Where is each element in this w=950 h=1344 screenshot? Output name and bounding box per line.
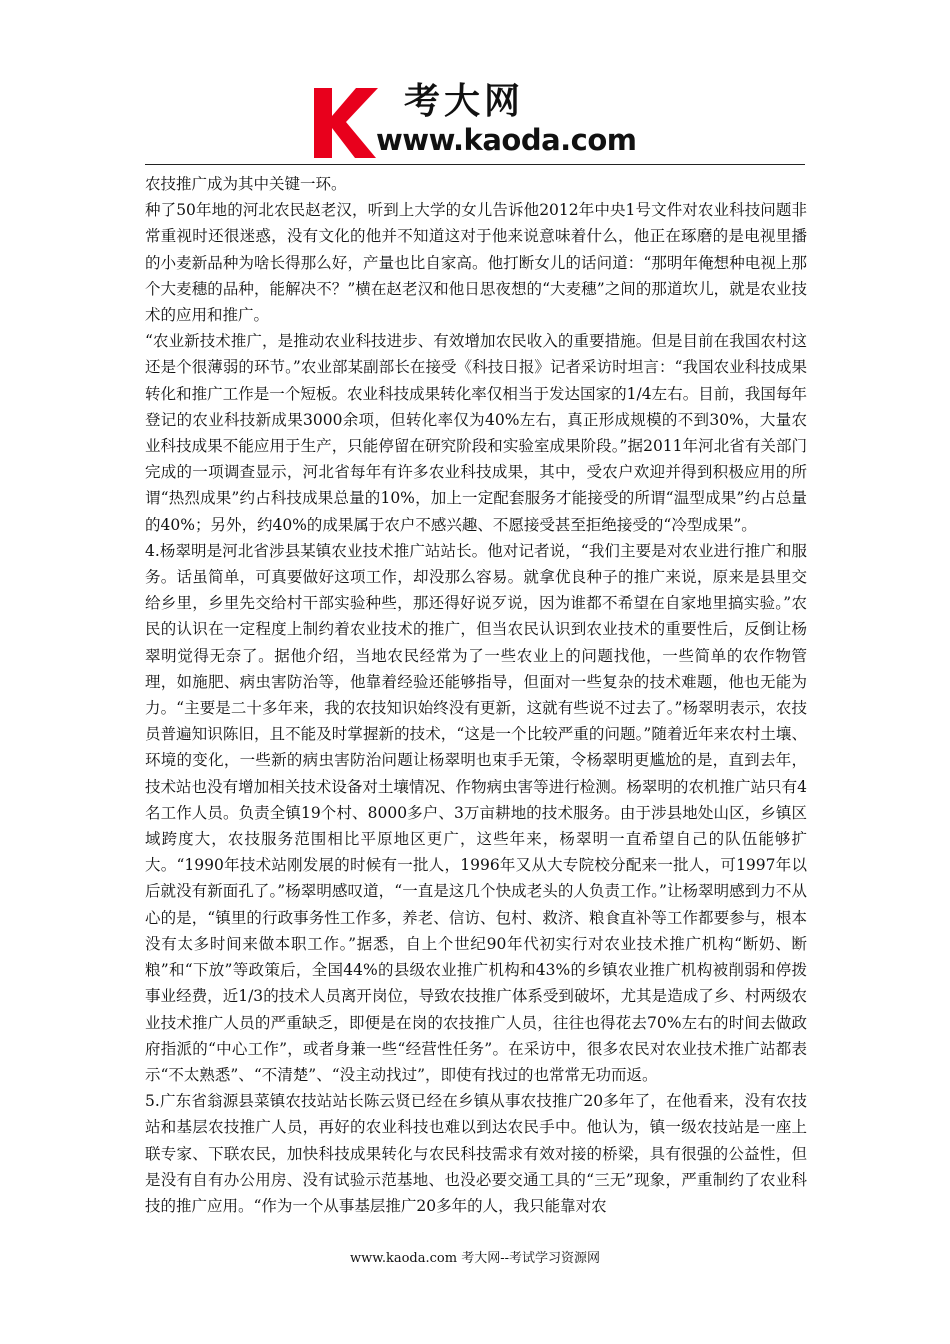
paragraph: 4.杨翠明是河北省涉县某镇农业技术推广站站长。他对记者说，“我们主要是对农业进行推广和服务。话虽简单，可真要做好这项工作，却没那么容易。就拿优良种子的推广来说，原来是县里交给乡里，乡里先交给村干部实验种些，那还得好说歹说，因为谁都不希望在自家地里搞实验。”农民的认识在一定程度上制约着农业技术的推广，但当农民认识到农业技术的重要性后，反倒让杨翠明觉得无奈了。据他介绍，当地农民经常为了一些农业上的问题找他，一些简单的农作物管理，如施肥、病虫害防治等，他靠着经验还能够指导，但面对一些复杂的技术难题，他也无能为力。“主要是二十多年来，我的农技知识始终没有更新，这就有些说不过去了。”杨翠明表示，农技员普遍知识陈旧，且不能及时掌握新的技术，“这是一个比较严重的问题。”随着近年来农村土壤、环境的变化，一些新的病虫害防治问题让杨翠明也束手无策，令杨翠明更尴尬的是，直到去年，技术站也没有增加相关技术设备对土壤情况、作物病虫害等进行检测。杨翠明的农机推广站只有4名工作人员。负责全镇19个村、8000多户、3万亩耕地的技术服务。由于涉县地处山区，乡镇区域跨度大，农技服务范围相比平原地区更广，这些年来，杨翠明一直希望自己的队伍能够扩大。“1990年技术站刚发展的时候有一批人，1996年又从大专院校分配来一批人，可1997年以后就没有新面孔了。”杨翠明感叹道，“一直是这几个快成老头的人负责工作。”让杨翠明感到力不从心的是，“镇里的行政事务性工作多，养老、信访、包村、救济、粮食直补等工作都要参与，根本没有太多时间来做本职工作。”据悉，自上个世纪90年代初实行对农业技术推广机构“断奶、断粮”和“下放”等政策后，全国44%的县级农业推广机构和43%的乡镇农业推广机构被削弱和停拨事业经费，近1/3的技术人员离开岗位，导致农技推广体系受到破坏，尤其是造成了乡、村两级农业技术推广人员的严重缺乏，即便是在岗的农技推广人员，往往也得花去70%左右的时间去做政府指派的“中心工作”，或者身兼一些“经营性任务”。在采访中，很多农民对农业技术推广站都表示“不太熟悉”、“不清楚”、“没主动找过”，即使有找过的也常常无功而返。	[145, 541, 807, 1084]
page-footer: www.kaoda.com 考大网--考试学习资源网	[350, 1251, 600, 1266]
logo-chinese-text: 考大网	[404, 81, 525, 122]
paragraph: “农业新技术推广，是推动农业科技进步、有效增加农民收入的重要措施。但是目前在我国农村这还是个很薄弱的环节。”农业部某副部长在接受《科技日报》记者采访时坦言：“我国农业科技成果转化和推广工作是一个短板。农业科技成果转化率仅相当于发达国家的1/4左右。目前，我国每年登记的农业科技新成果3000余项，但转化率仅为40%左右，真正形成规模的不到30%，大量农业科技成果不能应用于生产，只能停留在研究阶段和实验室成果阶段。”据2011年河北省有关部门完成的一项调查显示，河北省每年有许多农业科技成果，其中，受农户欢迎并得到积极应用的所谓“热烈成果”约占科技成果总量的10%，加上一定配套服务才能接受的所谓“温型成果”约占总量的40%；另外，约40%的成果属于农户不感兴趣、不愿接受甚至拒绝接受的“冷型成果”。	[145, 332, 807, 534]
article-body	[145, 171, 807, 1219]
paragraph: 农技推广成为其中关键一环。	[145, 175, 347, 193]
paragraph: 种了50年地的河北农民赵老汉，听到上大学的女儿告诉他2012年中央1号文件对农业科技问题非常重视时还很迷惑，没有文化的他并不知道这对于他来说意味着什么，他正在琢磨的是电视里播的小麦新品种为啥长得那么好，产量也比自家高。他打断女儿的话问道：“那明年俺想种电视上那个大麦穗的品种，能解决不？”横在赵老汉和他日思夜想的“大麦穗”之间的那道坎儿，就是农业技术的应用和推广。	[145, 201, 807, 325]
paragraph: 5.广东省翁源县菜镇农技站站长陈云贤已经在乡镇从事农技推广20多年了，在他看来，没有农技站和基层农技推广人员，再好的农业科技也难以到达农民手中。他认为，镇一级农技站是一座上联专家、下联农民，加快科技成果转化与农民科技需求有效对接的桥梁，具有很强的公益性，但是没有自有办公用房、没有试验示范基地、也没必要交通工具的“三无”现象，严重制约了农业科技的推广应用。“作为一个从事基层推广20多年的人，我只能靠对农	[145, 1092, 807, 1215]
kaoda-logo[interactable]	[310, 82, 650, 162]
logo-k-icon	[310, 82, 384, 162]
logo-url-text: www.kaoda.com	[376, 123, 637, 157]
header-divider	[145, 164, 805, 165]
